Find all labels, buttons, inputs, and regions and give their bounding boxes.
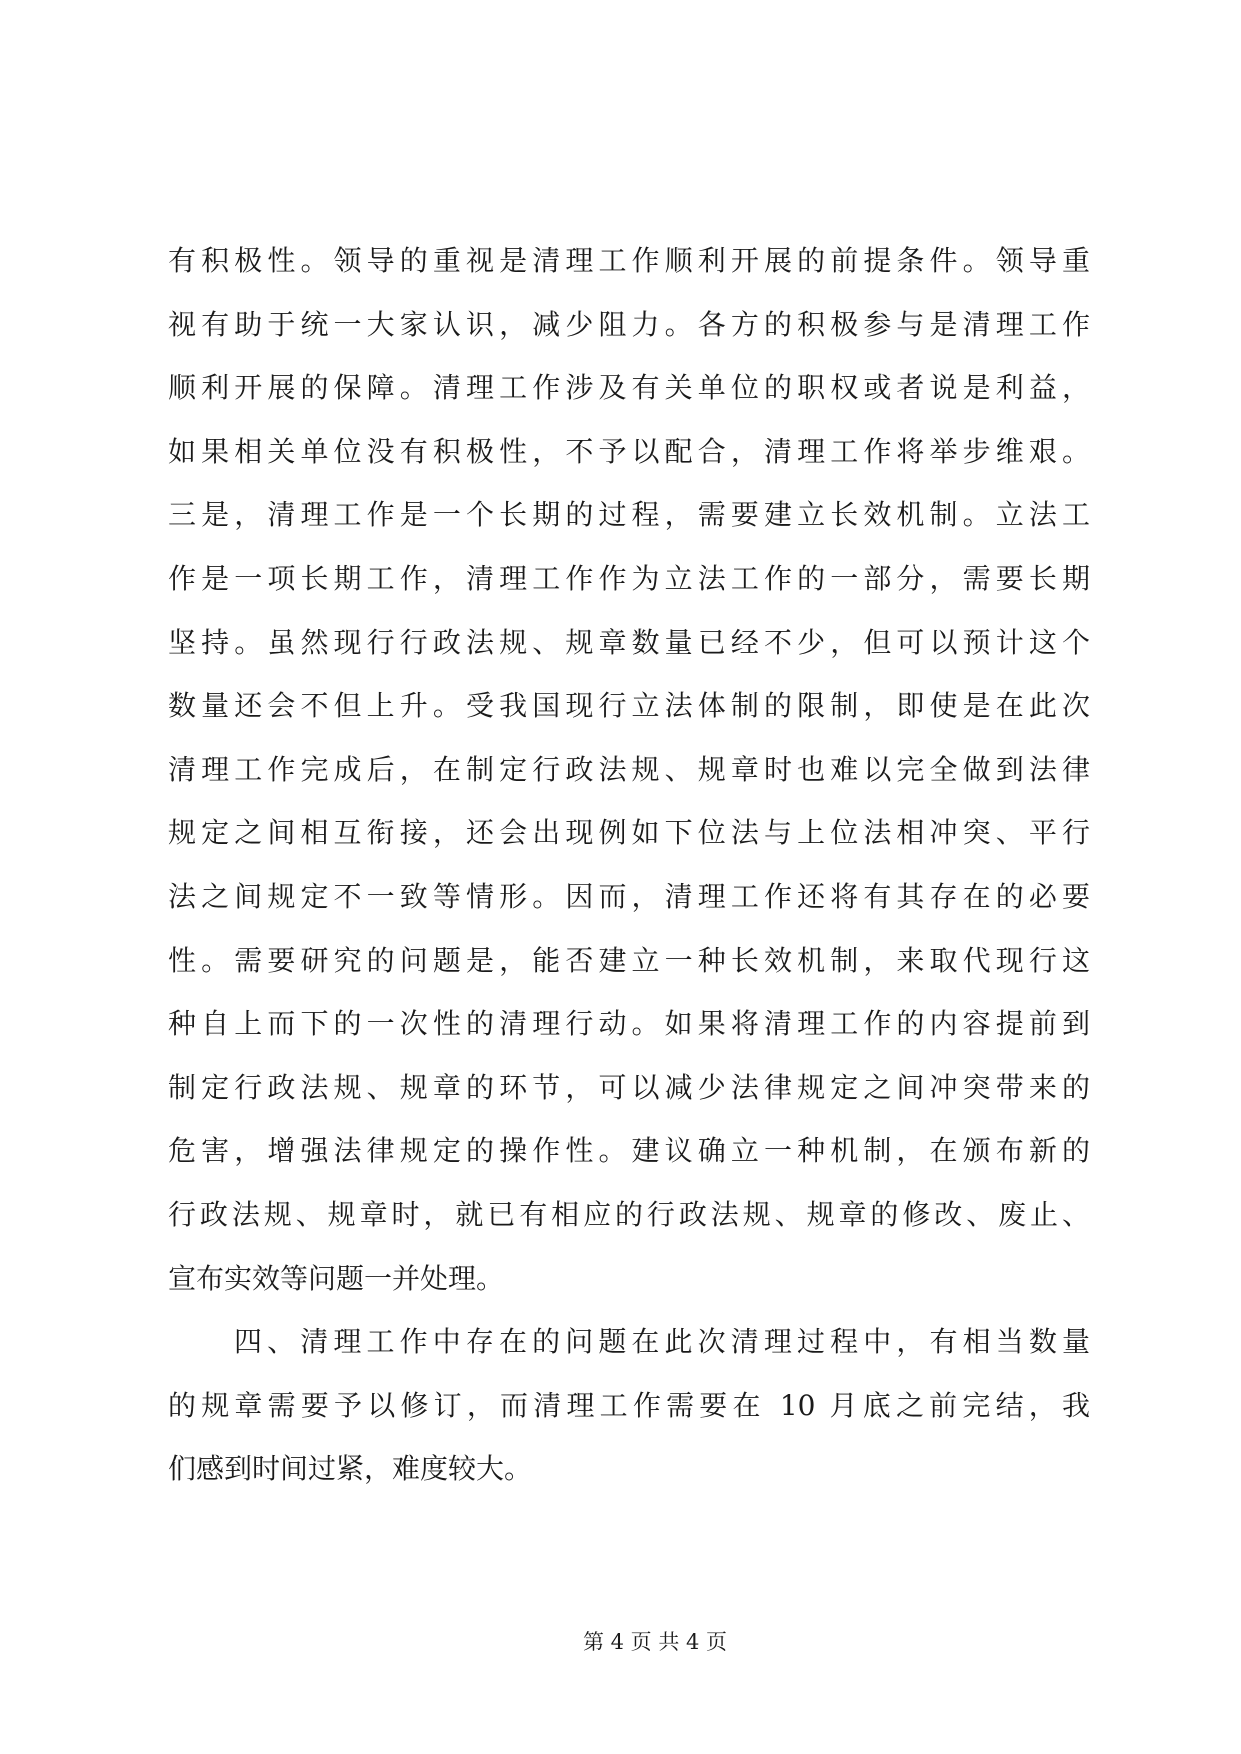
text-line: 宣布实效等问题一并处理。 xyxy=(168,1261,505,1295)
text-line: 种自上而下的一次性的清理行动。如果将清理工作的内容提前到 xyxy=(168,1007,1090,1041)
text-line: 作是一项长期工作，清理工作作为立法工作的一部分，需要长期 xyxy=(168,561,1090,595)
text-line: 法之间规定不一致等情形。因而，清理工作还将有其存在的必要 xyxy=(168,879,1090,913)
text-line: 性。需要研究的问题是，能否建立一种长效机制，来取代现行这 xyxy=(168,943,1090,977)
paragraph-section-four xyxy=(168,1310,1090,1501)
text-line: 清理工作完成后，在制定行政法规、规章时也难以完全做到法律 xyxy=(168,752,1090,786)
text-line: 三是，清理工作是一个长期的过程，需要建立长效机制。立法工 xyxy=(168,498,1090,532)
text-line: 四、清理工作中存在的问题在此次清理过程中，有相当数量 xyxy=(234,1325,1090,1359)
document-body xyxy=(168,229,1090,1501)
text-line: 如果相关单位没有积极性，不予以配合，清理工作将举步维艰。 xyxy=(168,434,1090,468)
paragraph-continuation xyxy=(168,229,1090,1310)
text-line: 顺利开展的保障。清理工作涉及有关单位的职权或者说是利益， xyxy=(168,371,1090,405)
text-line: 规定之间相互衔接，还会出现例如下位法与上位法相冲突、平行 xyxy=(168,816,1090,850)
text-line: 们感到时间过紧，难度较大。 xyxy=(168,1452,533,1486)
text-line: 视有助于统一大家认识，减少阻力。各方的积极参与是清理工作 xyxy=(168,307,1090,341)
text-line: 有积极性。领导的重视是清理工作顺利开展的前提条件。领导重 xyxy=(168,244,1090,277)
text-line: 危害，增强法律规定的操作性。建议确立一种机制，在颁布新的 xyxy=(168,1134,1090,1168)
text-line: 坚持。虽然现行行政法规、规章数量已经不少，但可以预计这个 xyxy=(168,625,1090,659)
text-line: 数量还会不但上升。受我国现行立法体制的限制，即使是在此次 xyxy=(168,689,1090,723)
text-line: 行政法规、规章时，就已有相应的行政法规、规章的修改、废止、 xyxy=(168,1197,1090,1231)
page-number-footer: 第 4 页 共 4 页 xyxy=(582,1630,728,1654)
text-line: 的规章需要予以修订，而清理工作需要在 10 月底之前完结，我 xyxy=(168,1388,1090,1422)
text-line: 制定行政法规、规章的环节，可以减少法律规定之间冲突带来的 xyxy=(168,1070,1090,1104)
